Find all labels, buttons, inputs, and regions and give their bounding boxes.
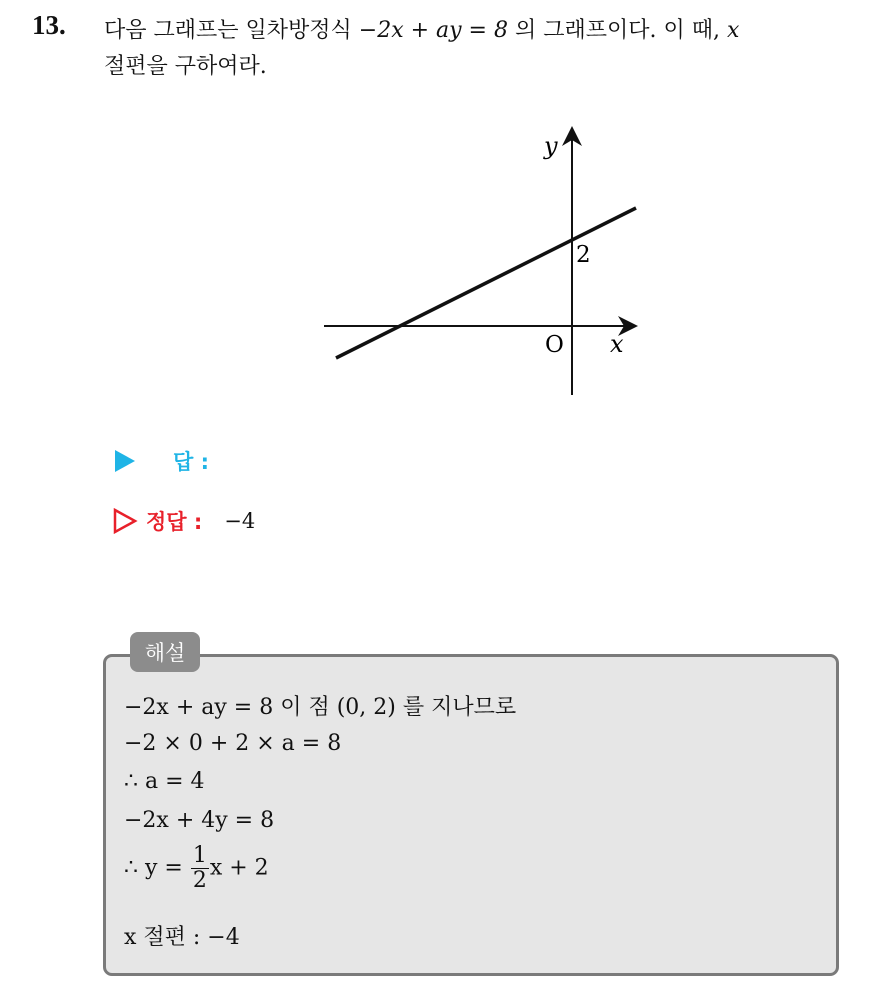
answer-marker-icon [113, 449, 137, 473]
correct-answer-row [112, 506, 255, 536]
fraction-denominator: 2 [192, 868, 207, 893]
y-intercept-label: 2 [576, 242, 591, 268]
origin-label: O [545, 332, 564, 358]
explanation-line-5-prefix: ∴ y = [124, 855, 190, 881]
fraction-one-half [191, 844, 209, 893]
answer-row [113, 446, 209, 476]
question-text [104, 13, 864, 85]
explanation-line-2: −2 × 0 + 2 × a = 8 [124, 731, 342, 756]
correct-answer-label: 정답 : [146, 510, 203, 534]
question-text-part1: 다음 그래프는 일차방정식 [104, 18, 359, 43]
correct-marker-icon [112, 508, 138, 534]
correct-answer-value: −4 [224, 509, 256, 533]
explanation-line-3: ∴ a = 4 [124, 769, 205, 794]
question-var-x: x [726, 18, 740, 43]
x-axis-label: x [610, 330, 624, 358]
line-graph [318, 118, 648, 403]
explanation-line-4: −2x + 4y = 8 [124, 808, 275, 833]
question-text-part2: 의 그래프이다. 이 때, [508, 18, 727, 43]
question-text-part3: 절편을 구하여라. [104, 54, 267, 79]
explanation-tab: 해설 [130, 632, 200, 672]
explanation-line-5 [124, 844, 269, 893]
explanation-line-5-suffix: x + 2 [209, 855, 269, 881]
equation-line [336, 208, 636, 358]
fraction-numerator: 1 [192, 843, 207, 868]
question-number: 13. [32, 10, 66, 40]
y-axis-label: y [544, 132, 558, 160]
explanation-line-6: x 절편 : −4 [124, 925, 240, 950]
answer-label: 답 : [173, 450, 209, 474]
explanation-line-1: −2x + ay = 8 이 점 (0, 2) 를 지나므로 [124, 695, 517, 720]
question-equation: −2x + ay = 8 [358, 18, 508, 43]
